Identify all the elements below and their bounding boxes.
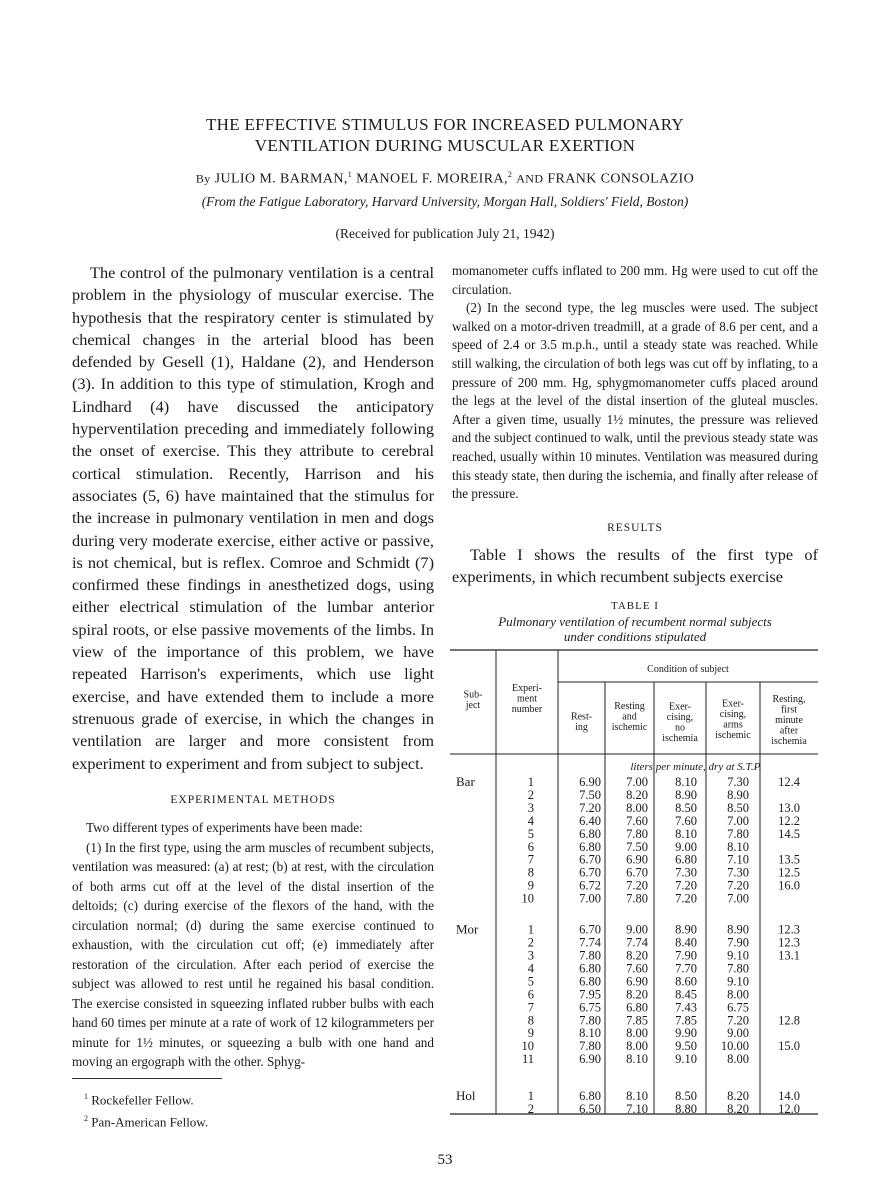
paper-title [0, 114, 890, 156]
row-bar-5-col5: 14.5 [778, 826, 800, 841]
row-mor-4-col4: 7.80 [727, 961, 749, 976]
row-mor-2-col5: 12.3 [778, 935, 800, 950]
row-mor-2-col1: 7.74 [579, 935, 601, 950]
row-bar-9-col5: 16.0 [778, 878, 800, 893]
row-mor-2-col4: 7.90 [727, 935, 749, 950]
received-date: (Received for publication July 21, 1942) [335, 226, 555, 241]
row-mor-8-col4: 7.20 [727, 1013, 749, 1028]
intro-paragraph: The control of the pulmonary ventilation is a central problem in the physiology of muscular exercise. The hypothesis that the respiratory center is stimulated by chemical changes in the arterial blood has been defended by Gesell (1), Haldane (2), and Henderson (3). In addition to this type of stimulation, Krogh and Lindhard (4) have discussed the anticipatory hyperventilation preceding and immediately following the onset of exercise. This they attribute to cerebral cortical stimulation. Recently, Harrison and his associates (5, 6) have maintained that the stimulus for the increase in pulmonary ventilation in men and dogs during very moderate exercise, either active or passive, is not chemical, but is reflex. Comroe and Schmidt (7) confirmed these findings in anesthetized dogs, using either electrical stimulation of the lumbar anterior spiral roots, or else passive movements of the limbs. In view of the importance of this problem, we have repeated Harrison's experiments, which use light exercise, and have extended them to include a more strenuous grade of exercise, in which the changes in ventilation are larger and more consistent from experiment to experiment and from subject to subject. [72, 263, 434, 773]
header-resting-ischemic-1: and [622, 711, 637, 723]
row-mor-1-col5: 12.3 [778, 922, 800, 937]
row-bar-3-experiment: 3 [527, 800, 534, 815]
row-mor-11-col4: 8.00 [727, 1052, 749, 1067]
row-bar-8-experiment: 8 [527, 865, 534, 880]
row-bar-8-col4: 7.30 [727, 865, 749, 880]
table-caption-line-1: Pulmonary ventilation of recumbent normal subjects [498, 614, 772, 629]
row-hol-1-col1: 6.80 [579, 1089, 601, 1104]
row-bar-1-col3: 8.10 [675, 775, 697, 789]
row-bar-1-col5: 12.4 [778, 775, 800, 789]
row-mor-5-col1: 6.80 [579, 974, 601, 989]
row-bar-7-experiment: 7 [527, 852, 534, 867]
row-mor-5-col4: 9.10 [727, 974, 749, 989]
row-mor-2-col3: 8.40 [675, 935, 697, 950]
row-mor-3-col2: 8.20 [626, 948, 648, 963]
header-resting-after-ischemia-2: minute [775, 715, 803, 726]
row-mor-1-col1: 6.70 [579, 922, 601, 937]
row-bar-9-col4: 7.20 [727, 878, 749, 893]
row-bar-4-col5: 12.2 [778, 813, 800, 828]
row-mor-6-col4: 8.00 [727, 987, 749, 1002]
subject-label-mor: Mor [456, 921, 479, 937]
row-bar-5-col1: 6.80 [579, 826, 601, 841]
row-mor-11-col2: 8.10 [626, 1052, 648, 1067]
row-bar-10-col3: 7.20 [675, 891, 697, 906]
header-resting-ischemic-2: ischemic [611, 722, 648, 733]
row-hol-2-col5: 12.0 [778, 1101, 800, 1116]
header-experiment-number-1: ment [517, 693, 537, 705]
methods-heading-wrap [72, 794, 434, 806]
row-bar-10-experiment: 10 [521, 891, 534, 906]
row-mor-8-experiment: 8 [527, 1013, 534, 1028]
row-mor-4-col2: 7.60 [626, 961, 648, 976]
row-hol-1-col4: 8.20 [727, 1089, 749, 1104]
row-hol-2-experiment: 2 [527, 1101, 534, 1116]
results-heading: RESULTS [607, 522, 663, 534]
row-bar-6-experiment: 6 [527, 839, 534, 854]
title-line-1: THE EFFECTIVE STIMULUS FOR INCREASED PULMONARY [205, 115, 685, 134]
row-bar-4-col4: 7.00 [727, 813, 749, 828]
row-bar-9-col2: 7.20 [626, 878, 648, 893]
row-bar-4-experiment: 4 [527, 813, 534, 828]
row-bar-1-col4: 7.30 [727, 775, 749, 789]
row-bar-5-col3: 8.10 [675, 826, 697, 841]
row-mor-3-col3: 7.90 [675, 948, 697, 963]
row-mor-2-col2: 7.74 [626, 935, 648, 950]
row-bar-6-col2: 7.50 [626, 839, 648, 854]
header-resting-after-ischemia-0: Resting, [772, 694, 806, 705]
by-word: By [195, 171, 211, 186]
row-bar-8-col5: 12.5 [778, 865, 800, 880]
row-bar-7-col2: 6.90 [626, 852, 648, 867]
row-hol-2-col3: 8.80 [675, 1101, 697, 1116]
row-hol-1-experiment: 1 [527, 1089, 534, 1104]
header-resting-ischemic-0: Resting [614, 701, 645, 712]
header-resting-1: ing [575, 722, 588, 733]
header-resting-after-ischemia-3: after [779, 725, 799, 737]
row-bar-5-col2: 7.80 [626, 826, 648, 841]
row-mor-10-col3: 9.50 [675, 1039, 697, 1054]
row-mor-3-col5: 13.1 [778, 948, 800, 963]
row-bar-2-col1: 7.50 [579, 787, 601, 802]
row-mor-7-col1: 6.75 [579, 1000, 601, 1015]
row-mor-5-col2: 6.90 [626, 974, 648, 989]
header-exercising-no-ischemia-0: Exer- [668, 701, 692, 713]
row-mor-6-col1: 7.95 [579, 987, 601, 1002]
row-hol-2-col1: 6.50 [579, 1101, 601, 1116]
header-resting-after-ischemia-4: ischemia [771, 736, 807, 747]
row-bar-7-col1: 6.70 [579, 852, 601, 867]
methods-heading: EXPERIMENTAL METHODS [170, 794, 336, 806]
row-bar-9-col3: 7.20 [675, 878, 697, 893]
row-mor-1-col4: 8.90 [727, 922, 749, 937]
row-mor-6-experiment: 6 [527, 987, 534, 1002]
table-1 [450, 648, 820, 1118]
row-bar-3-col2: 8.00 [626, 800, 648, 815]
row-bar-4-col2: 7.60 [626, 813, 648, 828]
right-column [452, 262, 818, 504]
row-mor-3-experiment: 3 [527, 948, 534, 963]
row-mor-5-experiment: 5 [527, 974, 534, 989]
methods-continuation: momanometer cuffs inflated to 200 mm. Hg were used to cut off the circulation. [452, 263, 818, 297]
row-mor-5-col3: 8.60 [675, 974, 697, 989]
author-consolazio: FRANK CONSOLAZIO [547, 171, 695, 187]
header-experiment-number-2: number [511, 704, 543, 715]
header-exercising-arms-ischemic-0: Exer- [721, 698, 745, 710]
header-resting-0: Rest- [570, 711, 593, 723]
results-heading-wrap [452, 522, 818, 534]
row-mor-10-experiment: 10 [521, 1039, 534, 1054]
row-bar-7-col3: 6.80 [675, 852, 697, 867]
row-bar-10-col1: 7.00 [579, 891, 601, 906]
row-bar-4-col1: 6.40 [579, 813, 601, 828]
row-mor-10-col2: 8.00 [626, 1039, 648, 1054]
row-mor-3-col1: 7.80 [579, 948, 601, 963]
header-experiment-number-0: Experi- [512, 683, 542, 694]
row-bar-3-col1: 7.20 [579, 800, 601, 815]
row-mor-10-col4: 10.00 [720, 1039, 749, 1054]
header-exercising-no-ischemia-3: ischemia [662, 733, 698, 744]
author-barman: JULIO M. BARMAN, [214, 171, 348, 187]
row-bar-2-col4: 8.90 [727, 787, 749, 802]
row-bar-10-col2: 7.80 [626, 891, 648, 906]
row-bar-5-col4: 7.80 [727, 826, 749, 841]
table-caption-line-2: under conditions stipulated [563, 629, 707, 644]
methods-paragraph-1: Two different types of experiments have been made: [86, 820, 363, 835]
row-mor-6-col3: 8.45 [675, 987, 697, 1002]
row-bar-8-col1: 6.70 [579, 865, 601, 880]
row-mor-8-col1: 7.80 [579, 1013, 601, 1028]
row-hol-1-col2: 8.10 [626, 1089, 648, 1104]
row-mor-9-col2: 8.00 [626, 1026, 648, 1041]
row-hol-2-col4: 8.20 [727, 1101, 749, 1116]
row-bar-9-experiment: 9 [527, 878, 534, 893]
footnote-mark-1: 1 [347, 170, 353, 179]
header-exercising-arms-ischemic-3: ischemic [715, 730, 751, 741]
footnote-1: $^1$ Rockefeller Fellow. [84, 1092, 194, 1108]
row-mor-3-col4: 9.10 [727, 948, 749, 963]
subject-label-bar: Bar [456, 774, 475, 789]
row-mor-8-col2: 7.85 [626, 1013, 648, 1028]
row-bar-3-col5: 13.0 [778, 800, 800, 815]
row-mor-4-col3: 7.70 [675, 961, 697, 976]
row-mor-7-col4: 6.75 [727, 1000, 749, 1015]
row-bar-1-col2: 7.00 [626, 775, 648, 789]
row-mor-8-col3: 7.85 [675, 1013, 697, 1028]
author-line [0, 170, 890, 188]
row-mor-11-experiment: 11 [521, 1052, 534, 1067]
row-bar-1-col1: 6.90 [579, 775, 601, 789]
row-mor-10-col1: 7.80 [579, 1039, 601, 1054]
methods-paragraph-3: (2) In the second type, the leg muscles were used. The subject walked on a motor-driven treadmill, at a grade of 8.6 per cent, and a speed of 2.4 or 3.5 m.p.h., until a steady state was reached. While still walking, the circulation of both legs was cut off by inflating, to a pressure of 200 mm. Hg, sphygmomanometer cuffs placed around the legs at the level of the distal insertion of the gluteal muscles. After a given time, usually 1½ minutes, the pressure was relieved and the subject continued to walk, until the previous steady state was reached, usually within 10 minutes. Ventilation was measured during this steady state, then during the ischemia, and finally after release of the pressure. [452, 300, 818, 502]
methods-section [72, 818, 434, 1072]
header-exercising-no-ischemia-1: cising, [666, 712, 694, 723]
row-bar-6-col1: 6.80 [579, 839, 601, 854]
row-mor-1-col2: 9.00 [626, 922, 648, 937]
table-label: TABLE I [611, 600, 659, 612]
row-mor-7-experiment: 7 [527, 1000, 534, 1015]
row-bar-2-col3: 8.90 [675, 787, 697, 802]
row-bar-4-col3: 7.60 [675, 813, 697, 828]
row-bar-7-col4: 7.10 [727, 852, 749, 867]
header-exercising-arms-ischemic-2: arms [723, 719, 743, 731]
row-mor-6-col2: 8.20 [626, 987, 648, 1002]
affiliation: (From the Fatigue Laboratory, Harvard University, Morgan Hall, Soldiers' Field, Boston) [201, 194, 689, 209]
footnote-2: $^2$ Pan-American Fellow. [84, 1114, 209, 1130]
header-subject-0: Sub- [463, 689, 483, 701]
row-bar-1-experiment: 1 [527, 775, 534, 789]
row-bar-2-col2: 8.20 [626, 787, 648, 802]
header-exercising-no-ischemia-2: no [675, 722, 685, 734]
row-mor-9-col1: 8.10 [579, 1026, 601, 1041]
footnote-rule [72, 1078, 222, 1079]
row-mor-4-experiment: 4 [527, 961, 534, 976]
row-hol-1-col5: 14.0 [778, 1089, 800, 1104]
row-hol-2-col2: 7.10 [626, 1101, 648, 1116]
row-mor-1-col3: 8.90 [675, 922, 697, 937]
header-subject-1: ject [465, 700, 481, 711]
row-bar-6-col3: 9.00 [675, 839, 697, 854]
row-mor-9-col3: 9.90 [675, 1026, 697, 1041]
row-mor-1-experiment: 1 [527, 922, 534, 937]
author-moreira: MANOEL F. MOREIRA, [356, 171, 508, 187]
row-mor-9-experiment: 9 [527, 1026, 534, 1041]
results-paragraph: Table I shows the results of the first type of experiments, in which recumbent subjects exercise [452, 545, 818, 587]
row-mor-8-col5: 12.8 [778, 1013, 800, 1028]
header-exercising-arms-ischemic-1: cising, [719, 709, 747, 720]
left-column [72, 262, 434, 775]
footnote-mark-2: 2 [507, 170, 513, 179]
row-mor-2-experiment: 2 [527, 935, 534, 950]
row-bar-10-col4: 7.00 [727, 891, 749, 906]
units-label: liters per minute, dry at S.T.P. [630, 761, 762, 773]
row-hol-1-col3: 8.50 [675, 1089, 697, 1104]
footnotes [72, 1078, 434, 1132]
table-caption [452, 614, 818, 644]
row-mor-11-col3: 9.10 [675, 1052, 697, 1067]
row-mor-10-col5: 15.0 [778, 1039, 800, 1054]
page-number: 53 [437, 1152, 453, 1168]
methods-paragraph-2: (1) In the first type, using the arm muscles of recumbent subjects, ventilation was measured: (a) at rest; (b) at rest, with the circulation of both arms cut off at the level of the distal insertion of the deltoids; (c) during exercise of the flexors of the hand, with the circulation normal; (d) during the same exercise continued to exhaustion, with the circulation cut off; (e) immediately after restoration of the circulation. After each period of exercise the subject was allowed to rest until he regained his basal condition. The exercise consisted in squeezing inflated rubber bulbs with each hand 60 times per minute at a rate of work of 12 kilogrammeters per minute for 1½ minutes, or squeezing a bulb with one hand and moving an ergograph with the other. Sphyg- [72, 839, 434, 1069]
header-condition-of-subject: Condition of subject [647, 664, 729, 675]
row-bar-9-col1: 6.72 [579, 878, 601, 893]
row-bar-8-col2: 6.70 [626, 865, 648, 880]
row-bar-2-experiment: 2 [527, 787, 534, 802]
row-bar-6-col4: 8.10 [727, 839, 749, 854]
row-bar-7-col5: 13.5 [778, 852, 800, 867]
title-line-2: VENTILATION DURING MUSCULAR EXERTION [254, 136, 636, 155]
header-resting-after-ischemia-1: first [780, 704, 798, 716]
row-mor-7-col2: 6.80 [626, 1000, 648, 1015]
subject-label-hol: Hol [456, 1088, 476, 1104]
and-word: AND [516, 171, 544, 186]
row-bar-3-col3: 8.50 [675, 800, 697, 815]
row-mor-4-col1: 6.80 [579, 961, 601, 976]
row-mor-7-col3: 7.43 [675, 1000, 697, 1015]
row-bar-3-col4: 8.50 [727, 800, 749, 815]
row-mor-11-col1: 6.90 [579, 1052, 601, 1067]
row-mor-9-col4: 9.00 [727, 1026, 749, 1041]
row-bar-5-experiment: 5 [527, 826, 534, 841]
row-bar-8-col3: 7.30 [675, 865, 697, 880]
